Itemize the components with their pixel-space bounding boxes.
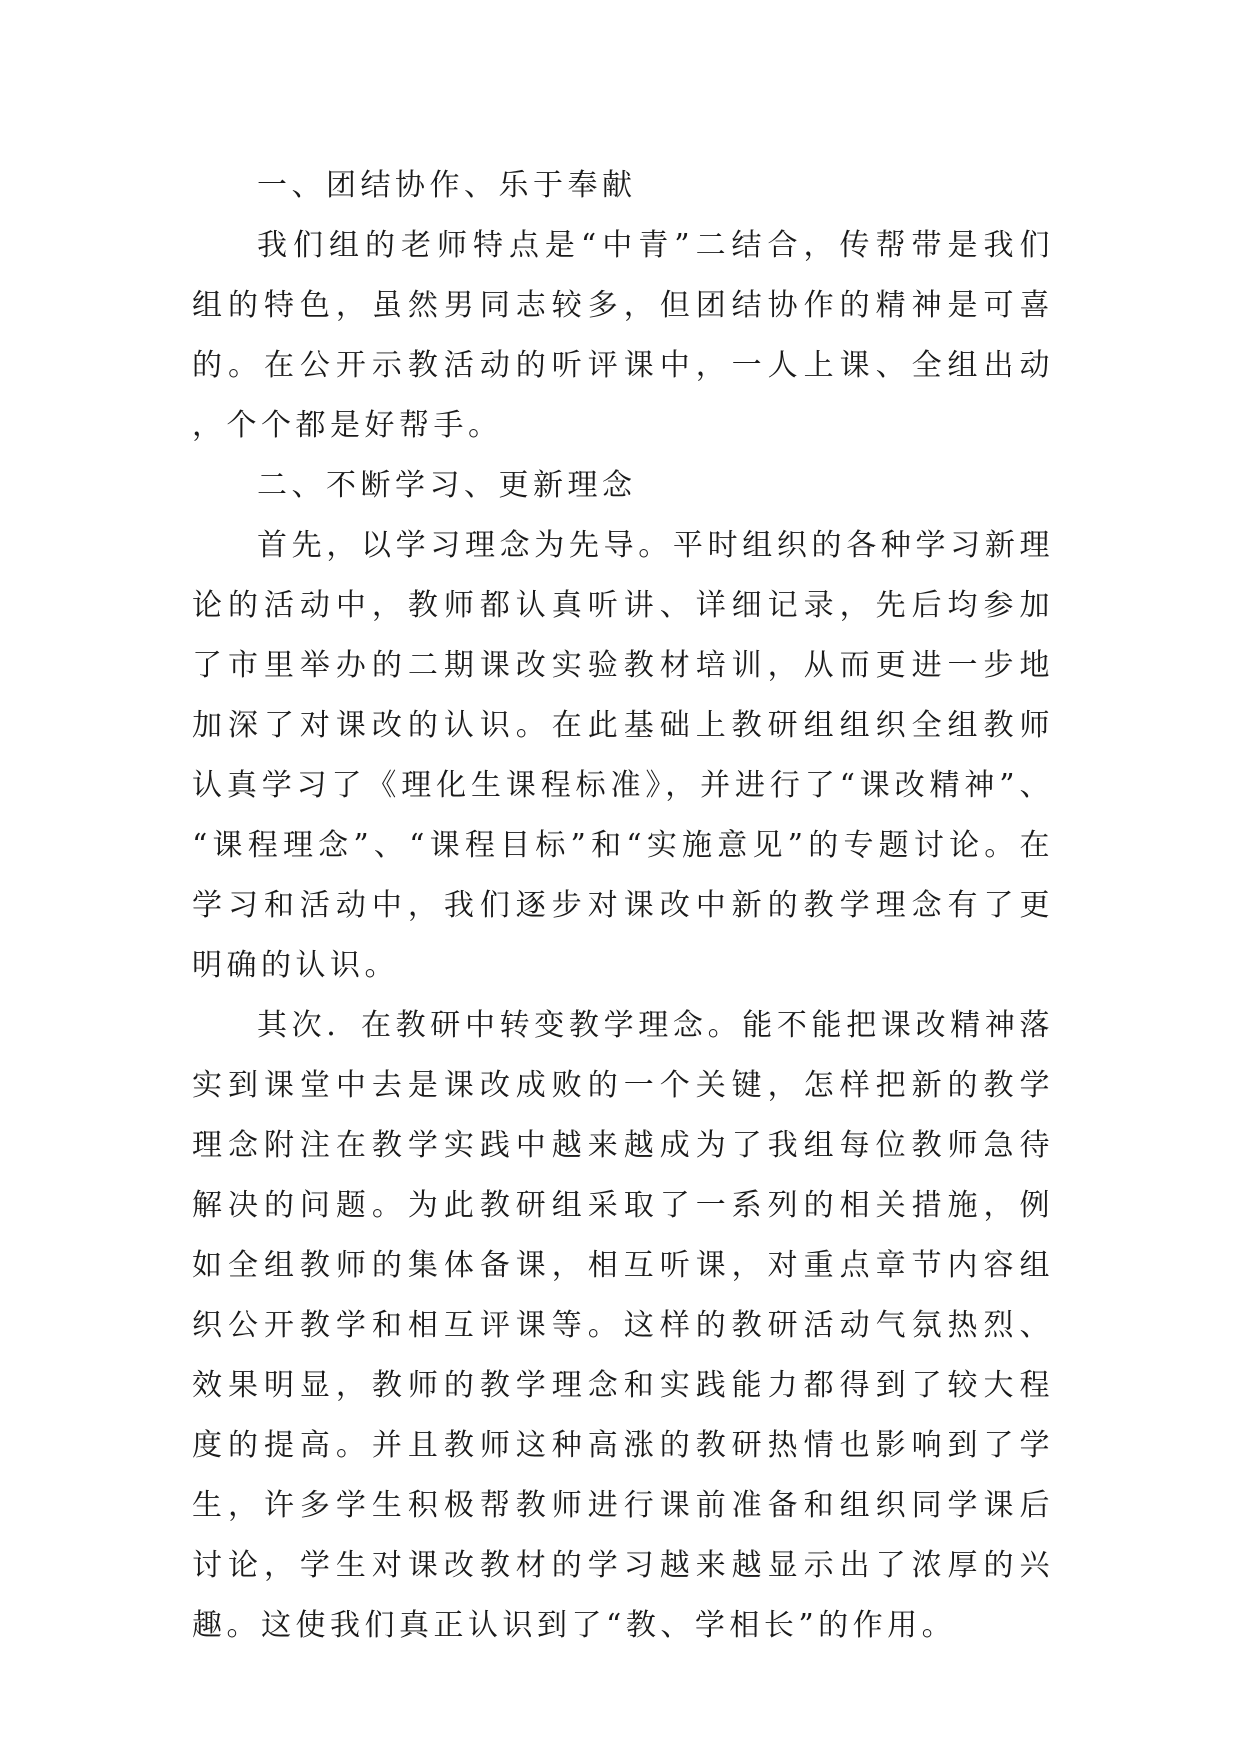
paragraph-1: 我们组的老师特点是“中青”二结合，传帮带是我们组的特色，虽然男同志较多，但团结协作的精神是可喜的。在公开示教活动的听评课中，一人上课、全组出动，个个都是好帮手。	[192, 228, 1054, 443]
section-heading-2: 二、不断学习、更新理念	[257, 468, 637, 503]
document-body	[192, 156, 1054, 1656]
paragraph-2: 首先，以学习理念为先导。平时组织的各种学习新理论的活动中，教师都认真听讲、详细记录，先后均参加了市里举办的二期课改实验教材培训，从而更进一步地加深了对课改的认识。在此基础上教研组组织全组教师认真学习了《理化生课程标准》，并进行了“课改精神”、“课程理念”、“课程目标”和“实施意见”的专题讨论。在学习和活动中，我们逐步对课改中新的教学理念有了更明确的认识。	[192, 528, 1054, 983]
paragraph-3: 其次．在教研中转变教学理念。能不能把课改精神落实到课堂中去是课改成败的一个关键，怎样把新的教学理念附注在教学实践中越来越成为了我组每位教师急待解决的问题。为此教研组采取了一系列的相关措施，例如全组教师的集体备课，相互听课，对重点章节内容组织公开教学和相互评课等。这样的教研活动气氛热烈、效果明显，教师的教学理念和实践能力都得到了较大程度的提高。并且教师这种高涨的教研热情也影响到了学生，许多学生积极帮教师进行课前准备和组织同学课后讨论，学生对课改教材的学习越来越显示出了浓厚的兴趣。这使我们真正认识到了“教、学相长”的作用。	[192, 1008, 1054, 1643]
section-heading-1: 一、团结协作、乐于奉献	[257, 168, 637, 203]
